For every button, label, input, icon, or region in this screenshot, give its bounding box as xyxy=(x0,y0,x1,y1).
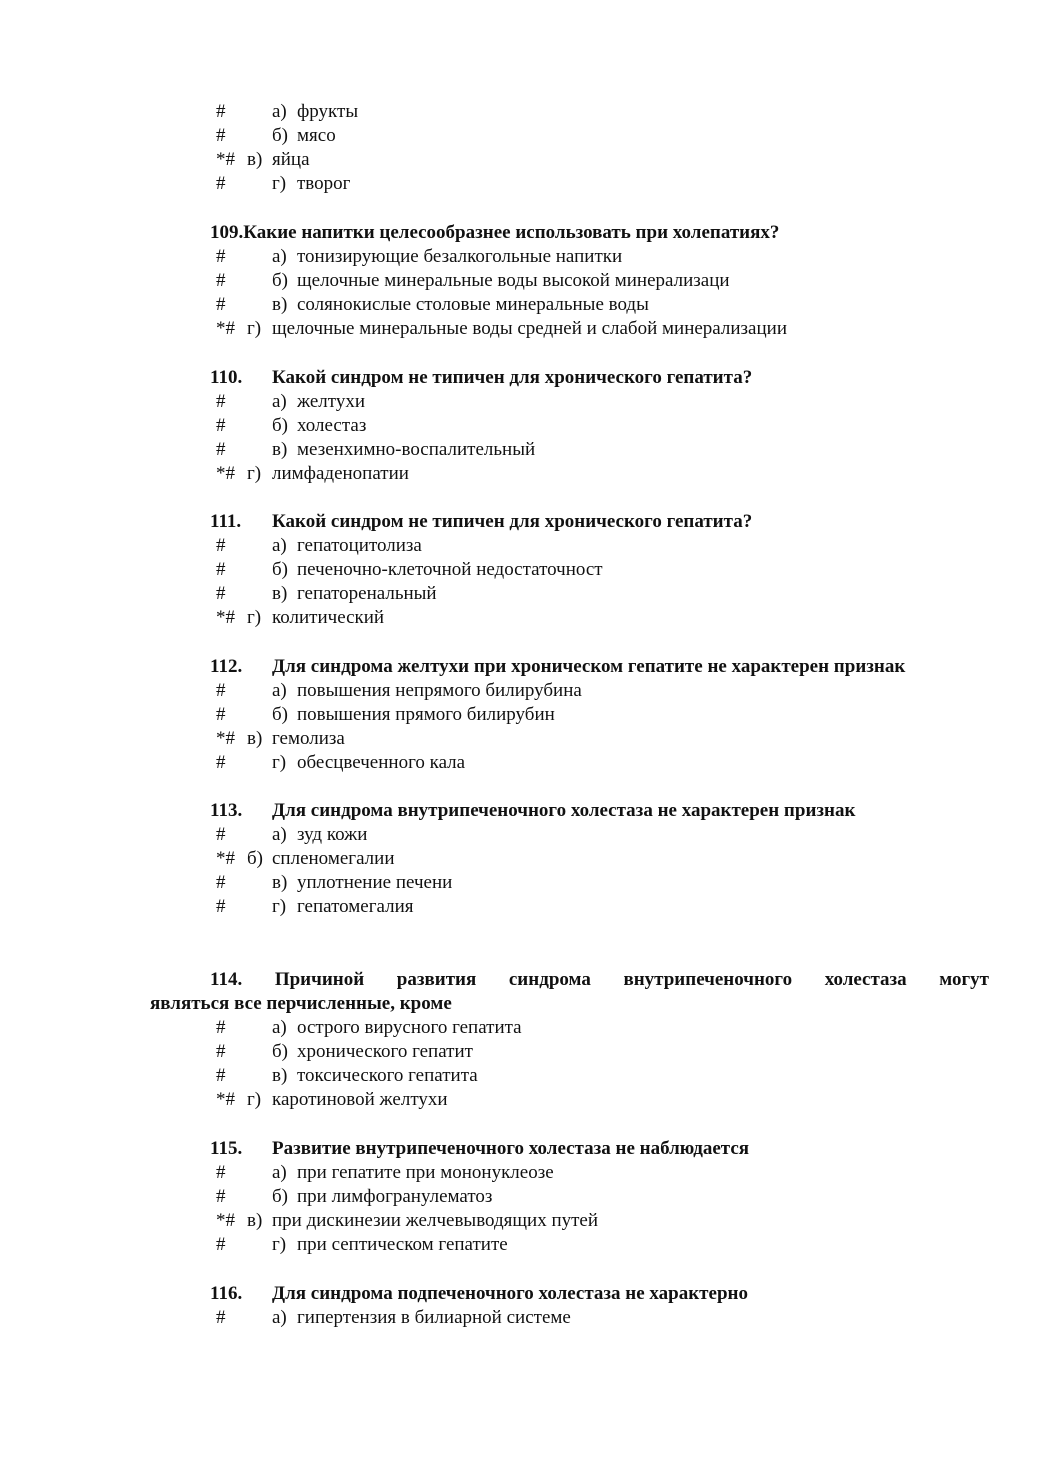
question-word: синдрома xyxy=(508,969,591,990)
answer-letter: в) xyxy=(272,1065,288,1086)
answer-letter: а) xyxy=(272,1162,287,1183)
answer-marker: # xyxy=(216,1307,226,1328)
answer-text: мясо xyxy=(297,125,336,146)
answer-letter: а) xyxy=(272,1017,287,1038)
answer-text: щелочные минеральные воды средней и слабой минерализации xyxy=(272,318,787,339)
answer-marker: # xyxy=(216,535,226,556)
question-number: 115. xyxy=(210,1138,243,1159)
question-text: Для синдрома желтухи при хроническом гепатите не характерен признак xyxy=(272,656,906,677)
answer-letter: а) xyxy=(272,824,287,845)
answer-text: гепаторенальный xyxy=(297,583,437,604)
answer-marker: # xyxy=(216,1162,226,1183)
answer-marker: # xyxy=(216,824,226,845)
answer-letter: а) xyxy=(272,101,287,122)
question-number: 112. xyxy=(210,656,243,677)
answer-letter: а) xyxy=(272,680,287,701)
answer-text: каротиновой желтухи xyxy=(272,1089,448,1110)
question-text: Какой синдром не типичен для хронического гепатита? xyxy=(272,367,753,388)
answer-marker: # xyxy=(216,752,226,773)
correct-answer-marker: *# xyxy=(216,149,235,170)
answer-letter: б) xyxy=(272,1186,288,1207)
answer-marker: # xyxy=(216,391,226,412)
answer-letter: б) xyxy=(272,270,288,291)
question-text: Развитие внутрипеченочного холестаза не наблюдается xyxy=(272,1138,750,1159)
answer-marker: # xyxy=(216,1186,226,1207)
answer-letter: в) xyxy=(272,294,288,315)
correct-answer-marker: *# xyxy=(216,463,235,484)
answer-marker: # xyxy=(216,583,226,604)
answer-text: лимфаденопатии xyxy=(272,463,409,484)
answer-letter: б) xyxy=(272,1041,288,1062)
question-text: Какой синдром не типичен для хронического гепатита? xyxy=(272,511,753,532)
answer-text: яйца xyxy=(272,149,310,170)
question-number: 111. xyxy=(210,511,242,532)
answer-letter: б) xyxy=(272,415,288,436)
question-text: Для синдрома подпеченочного холестаза не характерно xyxy=(272,1283,748,1304)
answer-letter: в) xyxy=(272,583,288,604)
answer-text: желтухи xyxy=(297,391,366,412)
answer-text: гепатомегалия xyxy=(297,896,414,917)
answer-letter: а) xyxy=(272,535,287,556)
question-word: Причиной xyxy=(274,969,365,990)
answer-text: повышения непрямого билирубина xyxy=(297,680,582,701)
question-word: развития xyxy=(396,969,477,990)
answer-text: токсического гепатита xyxy=(297,1065,478,1086)
answer-marker: # xyxy=(216,246,226,267)
answer-marker: # xyxy=(216,294,226,315)
answer-text: тонизирующие безалкогольные напитки xyxy=(297,246,623,267)
question-text: являться все перчисленные, кроме xyxy=(150,993,452,1014)
answer-text: печеночно-клеточной недостаточност xyxy=(297,559,603,580)
answer-marker: # xyxy=(216,125,226,146)
answer-letter: г) xyxy=(272,896,287,917)
question-number: 114. xyxy=(210,969,243,990)
question-number: 116. xyxy=(210,1283,243,1304)
answer-marker: # xyxy=(216,704,226,725)
answer-marker: # xyxy=(216,173,226,194)
correct-answer-marker: *# xyxy=(216,607,235,628)
question-number: 113. xyxy=(210,800,243,821)
answer-text: спленомегалии xyxy=(272,848,395,869)
question-word: могут xyxy=(939,969,989,990)
correct-answer-marker: *# xyxy=(216,318,235,339)
answer-marker: # xyxy=(216,1234,226,1255)
answer-letter: б) xyxy=(272,559,288,580)
question-heading-line-1 xyxy=(210,968,989,992)
answer-marker: # xyxy=(216,415,226,436)
answer-marker: # xyxy=(216,270,226,291)
answer-text: гипертензия в билиарной системе xyxy=(297,1307,571,1328)
answer-marker: # xyxy=(216,439,226,460)
answer-text: солянокислые столовые минеральные воды xyxy=(297,294,649,315)
answer-text: холестаз xyxy=(297,415,367,436)
answer-text: гемолиза xyxy=(272,728,345,749)
answer-text: при лимфогранулематоз xyxy=(297,1186,493,1207)
answer-text: хронического гепатит xyxy=(297,1041,473,1062)
answer-letter: в) xyxy=(272,439,288,460)
correct-answer-marker: *# xyxy=(216,1089,235,1110)
answer-letter: в) xyxy=(272,872,288,893)
answer-text: щелочные минеральные воды высокой минерализаци xyxy=(297,270,730,291)
question-number: 109. xyxy=(210,222,244,243)
answer-marker: # xyxy=(216,559,226,580)
answer-marker: # xyxy=(216,680,226,701)
question-word: холестаза xyxy=(824,969,907,990)
answer-letter: в) xyxy=(247,728,263,749)
answer-text: зуд кожи xyxy=(297,824,368,845)
answer-letter: г) xyxy=(247,463,262,484)
question-text: Для синдрома внутрипеченочного холестаза не характерен признак xyxy=(272,800,856,821)
correct-answer-marker: *# xyxy=(216,1210,235,1231)
answer-text: повышения прямого билирубин xyxy=(297,704,555,725)
answer-letter: в) xyxy=(247,149,263,170)
answer-letter: г) xyxy=(247,607,262,628)
question-text: Какие напитки целесообразнее использовать при холепатиях? xyxy=(243,222,780,243)
answer-text: при дискинезии желчевыводящих путей xyxy=(272,1210,599,1231)
answer-letter: г) xyxy=(272,752,287,773)
answer-letter: а) xyxy=(272,246,287,267)
answer-letter: б) xyxy=(272,704,288,725)
answer-letter: г) xyxy=(272,173,287,194)
correct-answer-marker: *# xyxy=(216,848,235,869)
answer-letter: г) xyxy=(247,1089,262,1110)
answer-marker: # xyxy=(216,1017,226,1038)
answer-letter: а) xyxy=(272,1307,287,1328)
answer-marker: # xyxy=(216,1041,226,1062)
answer-text: творог xyxy=(297,173,351,194)
correct-answer-marker: *# xyxy=(216,728,235,749)
answer-letter: а) xyxy=(272,391,287,412)
answer-letter: г) xyxy=(272,1234,287,1255)
answer-letter: г) xyxy=(247,318,262,339)
answer-marker: # xyxy=(216,101,226,122)
answer-text: фрукты xyxy=(297,101,359,122)
answer-text: острого вирусного гепатита xyxy=(297,1017,522,1038)
answer-marker: # xyxy=(216,872,226,893)
answer-text: уплотнение печени xyxy=(297,872,453,893)
answer-text: колитический xyxy=(272,607,385,628)
question-number: 110. xyxy=(210,367,243,388)
answer-text: гепатоцитолиза xyxy=(297,535,422,556)
answer-text: при септическом гепатите xyxy=(297,1234,508,1255)
answer-marker: # xyxy=(216,896,226,917)
answer-letter: б) xyxy=(272,125,288,146)
answer-text: обесцвеченного кала xyxy=(297,752,466,773)
answer-letter: в) xyxy=(247,1210,263,1231)
answer-marker: # xyxy=(216,1065,226,1086)
answer-text: при гепатите при мононуклеозе xyxy=(297,1162,554,1183)
answer-text: мезенхимно-воспалительный xyxy=(297,439,536,460)
question-word: внутрипеченочного xyxy=(623,969,793,990)
answer-letter: б) xyxy=(247,848,263,869)
